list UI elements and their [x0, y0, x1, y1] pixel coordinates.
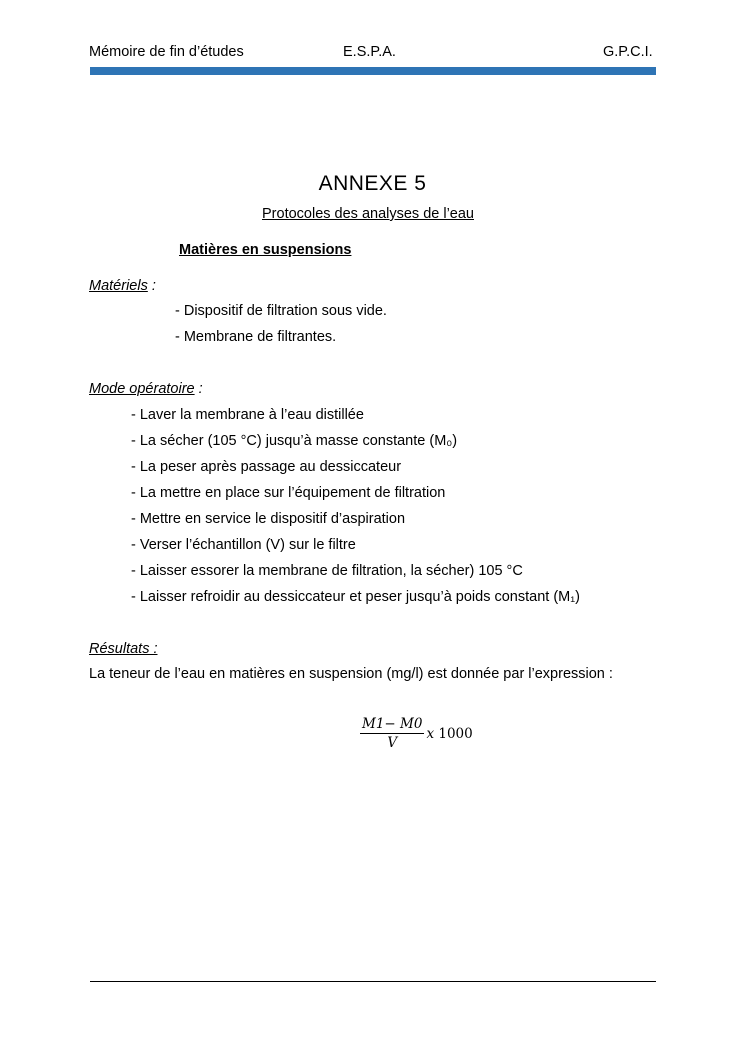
header-left-text: Mémoire de fin d’études	[89, 44, 244, 60]
procedure-step: - La mettre en place sur l’équipement de filtration	[131, 485, 446, 501]
procedure-step: - La peser après passage au dessiccateur	[131, 459, 402, 475]
formula-multiplier-symbol: x	[426, 725, 435, 742]
procedure-step: - Laver la membrane à l’eau distillée	[131, 407, 364, 423]
materials-label-suffix: :	[147, 278, 156, 294]
materials-item: - Membrane de filtrantes.	[175, 329, 337, 345]
procedure-label	[89, 381, 203, 397]
page-subtitle: Protocoles des analyses de l’eau	[262, 206, 474, 222]
procedure-step: - Laisser refroidir au dessiccateur et peser jusqu’à poids constant (M₁)	[131, 589, 580, 605]
procedure-step: - Verser l’échantillon (V) sur le filtre	[131, 537, 356, 553]
formula	[360, 716, 473, 751]
procedure-step: - Laisser essorer la membrane de filtration, la sécher) 105 °C	[131, 563, 523, 579]
results-label	[89, 641, 158, 657]
header-rule	[90, 67, 656, 75]
page-title	[0, 172, 745, 196]
results-text: La teneur de l’eau en matières en suspension (mg/l) est donnée par l’expression :	[89, 666, 613, 682]
materials-item: - Dispositif de filtration sous vide.	[175, 303, 387, 319]
section-heading: Matières en suspensions	[179, 242, 352, 258]
formula-fraction	[360, 716, 424, 751]
header-right-text: G.P.C.I.	[603, 44, 653, 60]
results-label-text: Résultats :	[89, 641, 158, 657]
formula-denominator: V	[387, 735, 398, 751]
procedure-label-text: Mode opératoire	[89, 381, 195, 397]
procedure-step: - La sécher (105 °C) jusqu’à masse constante (M₀)	[131, 433, 458, 449]
procedure-label-suffix: :	[194, 381, 203, 397]
header-center-text: E.S.P.A.	[343, 44, 396, 60]
materials-label-text: Matériels	[89, 278, 148, 294]
formula-numerator: M1− M0	[362, 716, 423, 732]
footer-rule	[90, 981, 656, 982]
procedure-step: - Mettre en service le dispositif d’aspiration	[131, 511, 406, 527]
formula-multiplier-value: 1000	[438, 725, 473, 742]
page-title-text: ANNEXE 5	[318, 172, 427, 195]
formula-multiplier	[426, 726, 472, 742]
materials-label	[89, 278, 156, 294]
